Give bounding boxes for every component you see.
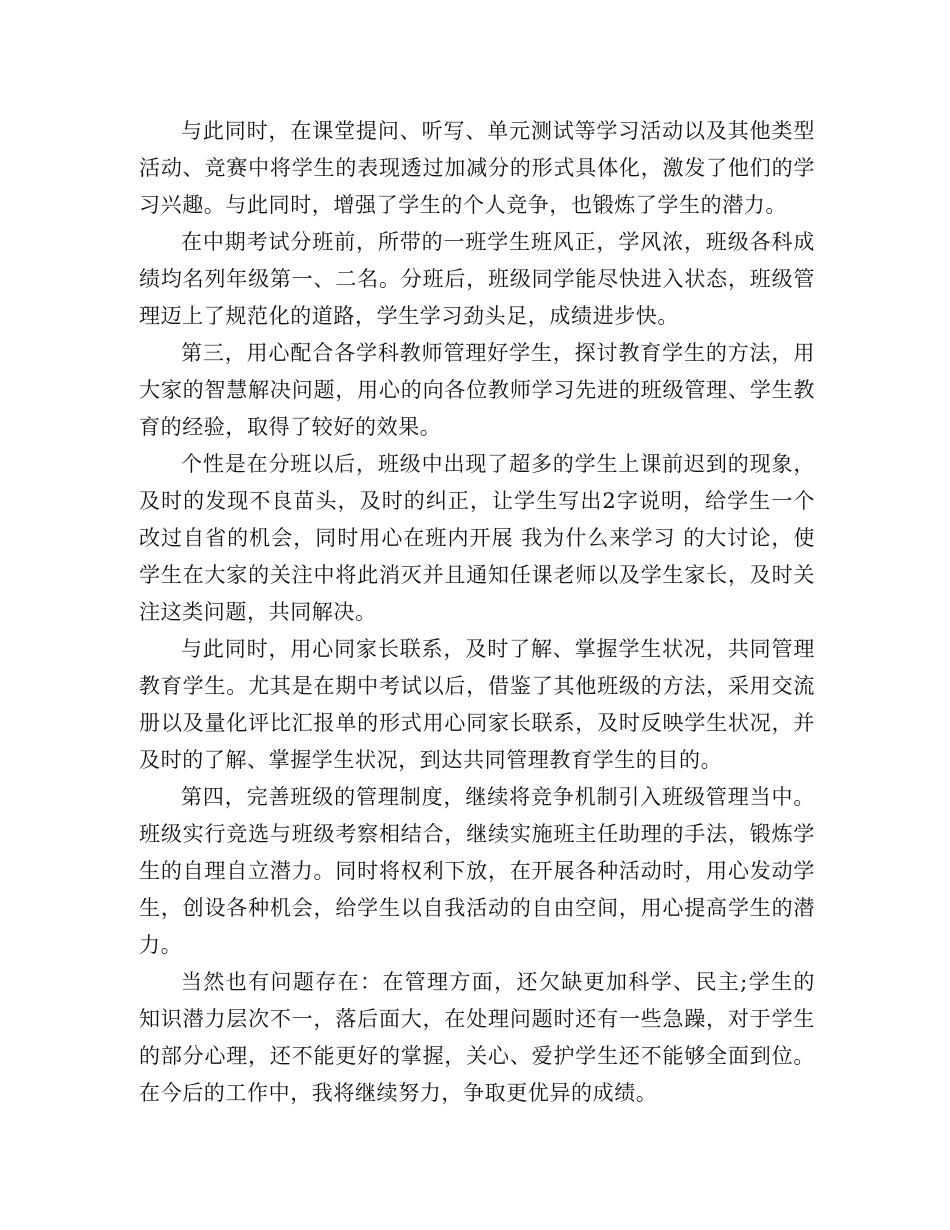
paragraph-4: 个性是在分班以后，班级中出现了超多的学生上课前迟到的现象，及时的发现不良苗头，及时的纠正，让学生写出2字说明，给学生一个改过自省的机会，同时用心在班内开展 我为什么来学习 的大讨论，使学生在大家的关注中将此消灭并且通知任课老师以及学生家长，及时关注这类问题，共同解决。: [139, 452, 815, 624]
paragraph-3: 第三，用心配合各学科教师管理好学生，探讨教育学生的方法，用大家的智慧解决问题，用心的向各位教师学习先进的班级管理、学生教育的经验，取得了较好的效果。: [139, 341, 815, 439]
paragraph-1: 与此同时，在课堂提问、听写、单元测试等学习活动以及其他类型活动、竞赛中将学生的表现透过加减分的形式具体化，激发了他们的学习兴趣。与此同时，增强了学生的个人竞争，也锻炼了学生的潜力。: [139, 119, 815, 217]
paragraph-7: 当然也有问题存在：在管理方面，还欠缺更加科学、民主;学生的知识潜力层次不一，落后面大，在处理问题时还有一些急躁，对于学生的部分心理，还不能更好的掌握，关心、爱护学生还不能够全面到位。在今后的工作中，我将继续努力，争取更优异的成绩。: [139, 970, 815, 1105]
paragraph-6: 第四，完善班级的管理制度，继续将竞争机制引入班级管理当中。班级实行竞选与班级考察相结合，继续实施班主任助理的手法，锻炼学生的自理自立潜力。同时将权利下放，在开展各种活动时，用心发动学生，创设各种机会，给学生以自我活动的自由空间，用心提高学生的潜力。: [139, 785, 815, 957]
paragraph-5: 与此同时，用心同家长联系，及时了解、掌握学生状况，共同管理教育学生。尤其是在期中考试以后，借鉴了其他班级的方法，采用交流册以及量化评比汇报单的形式用心同家长联系，及时反映学生状况，并及时的了解、掌握学生状况，到达共同管理教育学生的目的。: [139, 637, 815, 772]
paragraph-2: 在中期考试分班前，所带的一班学生班风正，学风浓，班级各科成绩均名列年级第一、二名。分班后，班级同学能尽快进入状态，班级管理迈上了规范化的道路，学生学习劲头足，成绩进步快。: [139, 230, 815, 328]
document-body: [139, 113, 815, 1112]
